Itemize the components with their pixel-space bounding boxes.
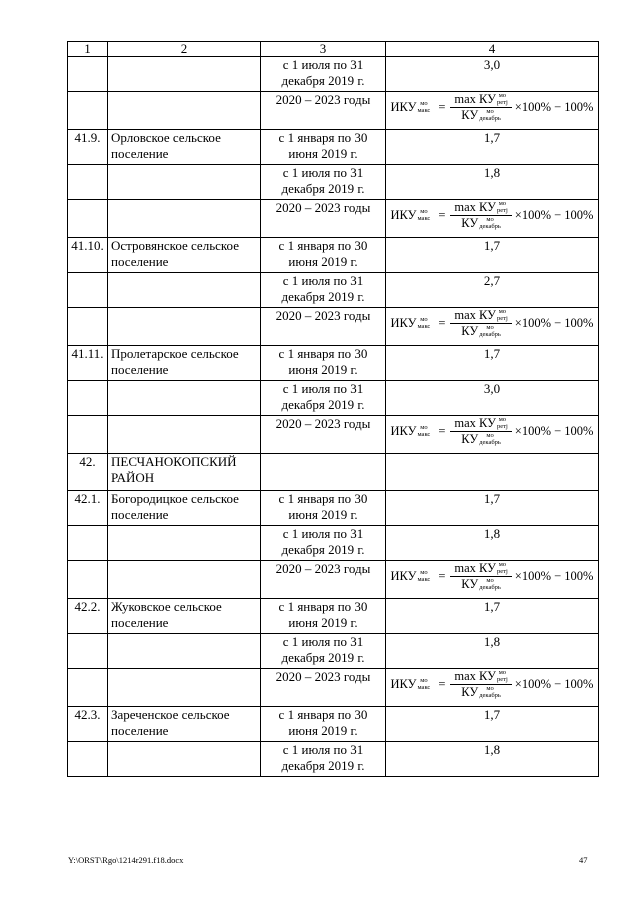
- formula-cell: [386, 200, 599, 238]
- formula-numerator: [450, 670, 511, 685]
- coefficient-value: 1,7: [386, 707, 599, 742]
- formula-den-sup: мо: [486, 685, 494, 692]
- row-number: [68, 634, 108, 669]
- header-cell-3: 3: [261, 42, 386, 57]
- settlement-name: [108, 57, 261, 92]
- coefficient-value: [386, 454, 599, 491]
- formula-den-sub: декабрь: [479, 692, 501, 699]
- formula-num-sup: мо: [498, 308, 507, 315]
- formula-fraction: [450, 562, 511, 591]
- period: с 1 июля по 31 декабря 2019 г.: [261, 273, 386, 308]
- formula-lhs-sub: макс: [417, 684, 431, 691]
- formula-den-sub: декабрь: [479, 584, 501, 591]
- coefficient-value: 1,8: [386, 742, 599, 777]
- formula-num-sup: мо: [498, 200, 507, 207]
- formula-numerator: [450, 417, 511, 432]
- formula-numerator: [450, 201, 511, 216]
- period: [261, 454, 386, 491]
- formula-tail: ×100% − 100%: [514, 424, 594, 438]
- row-number: [68, 200, 108, 238]
- formula-num-sub: ретj: [496, 207, 508, 214]
- formula-tail: ×100% − 100%: [514, 316, 594, 330]
- settlement-name: Зареченское сельское поселение: [108, 707, 261, 742]
- row-number: [68, 669, 108, 707]
- settlement-name: Орловское сельское поселение: [108, 130, 261, 165]
- table-row: [68, 561, 599, 599]
- settlement-name: ПЕСЧАНОКОПСКИЙ РАЙОН: [108, 454, 261, 491]
- table-row: [68, 308, 599, 346]
- formula-lhs-sup: мо: [420, 424, 428, 431]
- formula-num-sub: ретj: [496, 315, 508, 322]
- row-number: [68, 561, 108, 599]
- formula-numerator: [450, 562, 511, 577]
- formula-den-text: КУ: [461, 685, 479, 699]
- table-row: [68, 599, 599, 634]
- table-row: [68, 200, 599, 238]
- table-row: [68, 634, 599, 669]
- period: с 1 января по 30 июня 2019 г.: [261, 346, 386, 381]
- period: 2020 – 2023 годы: [261, 200, 386, 238]
- formula-lhs-sup: мо: [420, 569, 428, 576]
- table-row: [68, 491, 599, 526]
- formula-num-text: max КУ: [454, 561, 496, 575]
- settlement-name: [108, 273, 261, 308]
- table-row: [68, 273, 599, 308]
- row-number: [68, 416, 108, 454]
- period: 2020 – 2023 годы: [261, 308, 386, 346]
- formula-lhs-sup: мо: [420, 208, 428, 215]
- formula-num-sup: мо: [498, 416, 507, 423]
- row-number: [68, 526, 108, 561]
- settlement-name: [108, 742, 261, 777]
- formula-lhs-symbol: ИКУ: [390, 424, 417, 438]
- table-row: [68, 346, 599, 381]
- formula-num-text: max КУ: [454, 200, 496, 214]
- formula-den-text: КУ: [461, 108, 479, 122]
- table-row: [68, 381, 599, 416]
- coefficient-value: 2,7: [386, 273, 599, 308]
- formula-num-sub: ретj: [496, 568, 508, 575]
- formula-den-sup: мо: [486, 324, 494, 331]
- settlement-name: [108, 165, 261, 200]
- row-number: [68, 381, 108, 416]
- formula-equals: =: [438, 424, 446, 438]
- formula-denominator: [457, 685, 505, 699]
- settlement-name: [108, 200, 261, 238]
- table-row: [68, 669, 599, 707]
- row-number: 41.9.: [68, 130, 108, 165]
- formula-num-sub: ретj: [496, 676, 508, 683]
- settlement-name: [108, 561, 261, 599]
- table-row: [68, 238, 599, 273]
- row-number: [68, 57, 108, 92]
- period: с 1 июля по 31 декабря 2019 г.: [261, 57, 386, 92]
- formula-cell: [386, 92, 599, 130]
- period: с 1 июля по 31 декабря 2019 г.: [261, 526, 386, 561]
- iku-formula: [389, 308, 595, 338]
- settlement-name: Пролетарское сельское поселение: [108, 346, 261, 381]
- iku-formula: [389, 669, 595, 699]
- formula-denominator: [457, 577, 505, 591]
- formula-fraction: [450, 201, 511, 230]
- header-cell-4: 4: [386, 42, 599, 57]
- row-number: [68, 308, 108, 346]
- formula-den-text: КУ: [461, 216, 479, 230]
- period: 2020 – 2023 годы: [261, 561, 386, 599]
- formula-num-sup: мо: [498, 561, 507, 568]
- row-number: [68, 92, 108, 130]
- formula-den-sub: декабрь: [479, 439, 501, 446]
- formula-den-text: КУ: [461, 432, 479, 446]
- formula-lhs-symbol: ИКУ: [390, 569, 417, 583]
- table-row: [68, 92, 599, 130]
- formula-lhs-sub: макс: [417, 107, 431, 114]
- formula-numerator: [450, 93, 511, 108]
- coefficient-value: 1,8: [386, 526, 599, 561]
- iku-formula: [389, 416, 595, 446]
- formula-num-text: max КУ: [454, 92, 496, 106]
- formula-den-sub: декабрь: [479, 223, 501, 230]
- formula-cell: [386, 669, 599, 707]
- formula-den-sub: декабрь: [479, 331, 501, 338]
- iku-formula: [389, 92, 595, 122]
- formula-den-text: КУ: [461, 324, 479, 338]
- coefficient-value: 3,0: [386, 381, 599, 416]
- formula-lhs: [391, 209, 431, 222]
- formula-den-text: КУ: [461, 577, 479, 591]
- period: с 1 июля по 31 декабря 2019 г.: [261, 742, 386, 777]
- footer-file-path: Y:\ORST\Rgo\1214r291.f18.docx: [68, 855, 184, 865]
- row-number: [68, 273, 108, 308]
- coefficient-value: 1,7: [386, 130, 599, 165]
- formula-lhs: [391, 570, 431, 583]
- formula-lhs: [391, 101, 431, 114]
- formula-tail: ×100% − 100%: [514, 208, 594, 222]
- row-number: 42.: [68, 454, 108, 491]
- iku-formula: [389, 561, 595, 591]
- period: с 1 января по 30 июня 2019 г.: [261, 599, 386, 634]
- table-row: [68, 130, 599, 165]
- formula-tail: ×100% − 100%: [514, 100, 594, 114]
- formula-num-sub: ретj: [496, 423, 508, 430]
- period: 2020 – 2023 годы: [261, 416, 386, 454]
- coefficient-value: 1,8: [386, 634, 599, 669]
- period: с 1 января по 30 июня 2019 г.: [261, 491, 386, 526]
- formula-lhs: [391, 425, 431, 438]
- formula-denominator: [457, 216, 505, 230]
- row-number: 42.3.: [68, 707, 108, 742]
- settlement-name: [108, 634, 261, 669]
- settlement-name: [108, 416, 261, 454]
- formula-lhs-symbol: ИКУ: [390, 677, 417, 691]
- row-number: 41.11.: [68, 346, 108, 381]
- formula-lhs-sub: макс: [417, 323, 431, 330]
- table-row: [68, 165, 599, 200]
- formula-lhs: [391, 678, 431, 691]
- formula-num-text: max КУ: [454, 416, 496, 430]
- formula-num-text: max КУ: [454, 308, 496, 322]
- formula-numerator: [450, 309, 511, 324]
- formula-num-sup: мо: [498, 92, 507, 99]
- coefficient-value: 1,8: [386, 165, 599, 200]
- tariff-table: [67, 41, 599, 777]
- period: 2020 – 2023 годы: [261, 92, 386, 130]
- formula-lhs-symbol: ИКУ: [390, 316, 417, 330]
- header-cell-2: 2: [108, 42, 261, 57]
- settlement-name: [108, 92, 261, 130]
- formula-den-sup: мо: [486, 577, 494, 584]
- formula-equals: =: [438, 569, 446, 583]
- table-body: [68, 42, 599, 777]
- period: 2020 – 2023 годы: [261, 669, 386, 707]
- settlement-name: [108, 669, 261, 707]
- period: с 1 июля по 31 декабря 2019 г.: [261, 381, 386, 416]
- period: с 1 июля по 31 декабря 2019 г.: [261, 165, 386, 200]
- formula-den-sub: декабрь: [479, 115, 501, 122]
- table-row: [68, 526, 599, 561]
- formula-equals: =: [438, 677, 446, 691]
- table-row: [68, 454, 599, 491]
- formula-lhs-sup: мо: [420, 677, 428, 684]
- formula-fraction: [450, 417, 511, 446]
- formula-num-sub: ретj: [496, 99, 508, 106]
- formula-num-text: max КУ: [454, 669, 496, 683]
- table-row: [68, 707, 599, 742]
- iku-formula: [389, 200, 595, 230]
- period: с 1 января по 30 июня 2019 г.: [261, 238, 386, 273]
- period: с 1 января по 30 июня 2019 г.: [261, 130, 386, 165]
- formula-denominator: [457, 432, 505, 446]
- formula-tail: ×100% − 100%: [514, 569, 594, 583]
- settlement-name: [108, 526, 261, 561]
- settlement-name: Богородицкое сельское поселение: [108, 491, 261, 526]
- formula-lhs-sub: макс: [417, 431, 431, 438]
- formula-den-sup: мо: [486, 432, 494, 439]
- table-row: [68, 742, 599, 777]
- coefficient-value: 1,7: [386, 346, 599, 381]
- header-cell-1: 1: [68, 42, 108, 57]
- formula-lhs-symbol: ИКУ: [390, 208, 417, 222]
- formula-lhs-symbol: ИКУ: [390, 100, 417, 114]
- row-number: [68, 165, 108, 200]
- row-number: 42.1.: [68, 491, 108, 526]
- period: с 1 июля по 31 декабря 2019 г.: [261, 634, 386, 669]
- formula-cell: [386, 561, 599, 599]
- period: с 1 января по 30 июня 2019 г.: [261, 707, 386, 742]
- formula-num-sup: мо: [498, 669, 507, 676]
- row-number: 41.10.: [68, 238, 108, 273]
- coefficient-value: 1,7: [386, 599, 599, 634]
- formula-fraction: [450, 670, 511, 699]
- settlement-name: Островянское сельское поселение: [108, 238, 261, 273]
- formula-denominator: [457, 324, 505, 338]
- formula-lhs-sup: мо: [420, 100, 428, 107]
- table-row: [68, 57, 599, 92]
- settlement-name: [108, 308, 261, 346]
- settlement-name: Жуковское сельское поселение: [108, 599, 261, 634]
- coefficient-value: 1,7: [386, 491, 599, 526]
- formula-fraction: [450, 93, 511, 122]
- formula-den-sup: мо: [486, 108, 494, 115]
- formula-equals: =: [438, 100, 446, 114]
- formula-lhs-sub: макс: [417, 576, 431, 583]
- formula-denominator: [457, 108, 505, 122]
- formula-cell: [386, 416, 599, 454]
- formula-cell: [386, 308, 599, 346]
- row-number: [68, 742, 108, 777]
- formula-lhs-sup: мо: [420, 316, 428, 323]
- formula-den-sup: мо: [486, 216, 494, 223]
- formula-tail: ×100% − 100%: [514, 677, 594, 691]
- coefficient-value: 3,0: [386, 57, 599, 92]
- row-number: 42.2.: [68, 599, 108, 634]
- footer-page-number: 47: [579, 855, 588, 865]
- formula-equals: =: [438, 316, 446, 330]
- formula-equals: =: [438, 208, 446, 222]
- formula-fraction: [450, 309, 511, 338]
- settlement-name: [108, 381, 261, 416]
- formula-lhs-sub: макс: [417, 215, 431, 222]
- header-row: [68, 42, 599, 57]
- table-row: [68, 416, 599, 454]
- formula-lhs: [391, 317, 431, 330]
- coefficient-value: 1,7: [386, 238, 599, 273]
